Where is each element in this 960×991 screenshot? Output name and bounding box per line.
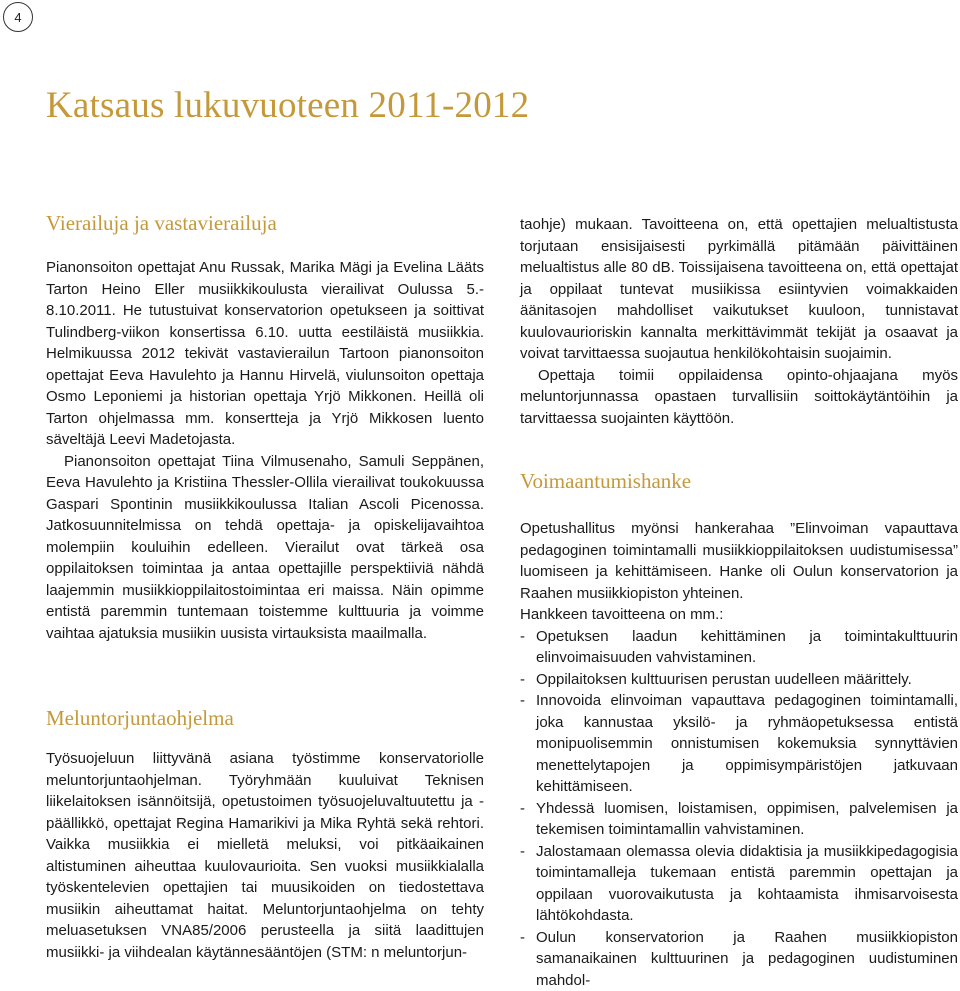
- section-heading-voimaantumis: Voimaantumishanke: [520, 468, 958, 494]
- paragraph: Opettaja toimii oppilaidensa opinto-ohjaajana myös meluntorjunnassa opastaen turvallisiin soittokäytäntöihin ja tarvittaessa suojainten käyttöön.: [520, 365, 958, 430]
- list-item: - Oppilaitoksen kulttuurisen perustan uudelleen määrittely.: [520, 669, 958, 691]
- section-meluntorjunta: [46, 705, 484, 963]
- list-item: - Innovoida elinvoiman vapauttava pedagoginen toimintamalli, joka kannustaa yksilö- ja ryhmäopetuksessa entistä monipuolisemmin onnistumisen kokemuksia synnyttävien menettelytapojen ja oppimisympäristöjen jatkuvaan kehittämiseen.: [520, 690, 958, 798]
- page-number: 4: [3, 2, 33, 32]
- section-vierailuja: [46, 210, 484, 644]
- goals-label: Hankkeen tavoitteena on mm.:: [520, 604, 958, 626]
- paragraph: taohje) mukaan. Tavoitteena on, että opettajien melualtistusta torjutaan ensisijaisesti pyrkimällä pitämään päivittäinen melualtistus alle 80 dB. Toissijaisena tavoitteena on, että opettajat ja oppilaat tuntevat musiikissa esiintyvien voimakkaiden äänitasojen mahdolliset vaikutukset kuuloon, tunnistavat kuulovaurioriskin kannalta merkittävimmät tekijät ja osaavat ja voivat tarvittaessa suojautua henkilökohtaisin suojaimin.: [520, 214, 958, 365]
- section-heading-vierailuja: Vierailuja ja vastavierailuja: [46, 210, 484, 236]
- section-voimaantumis: [520, 468, 958, 991]
- list-item: - Jalostamaan olemassa olevia didaktisia ja musiikkipedagogisia toimintamalleja tukemaan entistä paremmin opettajan ja oppilaan vuorovaikutusta ja kohtaamista ihmisarvoisesta lähtökohdasta.: [520, 841, 958, 927]
- section-heading-meluntorjunta: Meluntorjuntaohjelma: [46, 705, 484, 731]
- goals-list: [520, 626, 958, 991]
- paragraph: Työsuojeluun liittyvänä asiana työstimme konservatoriolle meluntorjuntaohjelman. Työryhmään kuuluivat Teknisen liikelaitoksen isännöitsijä, opetustoimen työsuojeluvaltuutettu ja -päällikkö, opettajat Regina Hamarikivi ja Mika Ryhtä sekä rehtori. Vaikka musiikkia ei mielletä meluksi, voi pitkäaikainen altistuminen aiheuttaa kuulovaurioita. Sen vuoksi musiikkialalla työskentelevien opettajien tai muusikoiden on tiedostettava musiikin aiheuttamat haitat. Meluntorjuntaohjelma on tehty meluasetuksen VNA85/2006 perusteella ja siitä laadittujen musiikki- ja viihdealan käytännesääntöjen (STM: n meluntorjun-: [46, 748, 484, 963]
- list-item: - Opetuksen laadun kehittäminen ja toimintakulttuurin elinvoimaisuuden vahvistaminen.: [520, 626, 958, 669]
- paragraph: Pianonsoiton opettajat Tiina Vilmusenaho, Samuli Seppänen, Eeva Havulehto ja Kristiina Thessler-Ollila vierailivat toukokuussa Gaspari Spontinin musiikkikoulussa Italian Ascoli Picenossa. Jatkosuunnitelmissa on tehdä opettaja- ja opiskelijavaihtoa molempiin kouluihin edelleen. Vierailut ovat tärkeä osa oppilaitoksen toimintaa ja antaa opettajille perspektiiviä nähdä laajemmin musiikkioppilaitostoimintaa eri maissa. Näin opimme entistä paremmin tuntemaan toistemme kulttuuria ja voimme vaihtaa ajatuksia musiikin uusista virtauksista maailmalla.: [46, 451, 484, 645]
- list-item: - Oulun konservatorion ja Raahen musiikkiopiston samanaikainen kulttuurinen ja pedagoginen uudistuminen mahdol-: [520, 927, 958, 991]
- paragraph: Opetushallitus myönsi hankerahaa ”Elinvoiman vapauttava pedagoginen toimintamalli musiikkioppilaitoksen uudistumisessa” luomiseen ja kehittämiseen. Hanke oli Oulun konservatorion ja Raahen musiikkiopiston yhteinen.: [520, 518, 958, 604]
- list-item: - Yhdessä luomisen, loistamisen, oppimisen, palvelemisen ja tekemisen toimintamallin vahvistaminen.: [520, 798, 958, 841]
- page-title: Katsaus lukuvuoteen 2011-2012: [46, 84, 529, 127]
- section-meluntorjunta-continued: [520, 214, 958, 429]
- paragraph: Pianonsoiton opettajat Anu Russak, Marika Mägi ja Evelina Lääts Tarton Heino Eller musiikkikoulusta vierailivat Oulussa 5.- 8.10.2011. He tutustuivat konservatorion opetukseen ja soittivat Tulindberg-viikon konsertissa 6.10. uutta eestiläistä musiikkia. Helmikuussa 2012 tekivät vastavierailun Tartoon pianonsoiton opettajat Eeva Havulehto ja Hannu Hirvelä, viulunsoiton opettaja Osmo Leponiemi ja historian opettaja Yrjö Mikkonen. Heillä oli Tarton ohjelmassa mm. konsertteja ja Yrjö Mikkosen luento säveltäjä Leevi Madetojasta.: [46, 257, 484, 451]
